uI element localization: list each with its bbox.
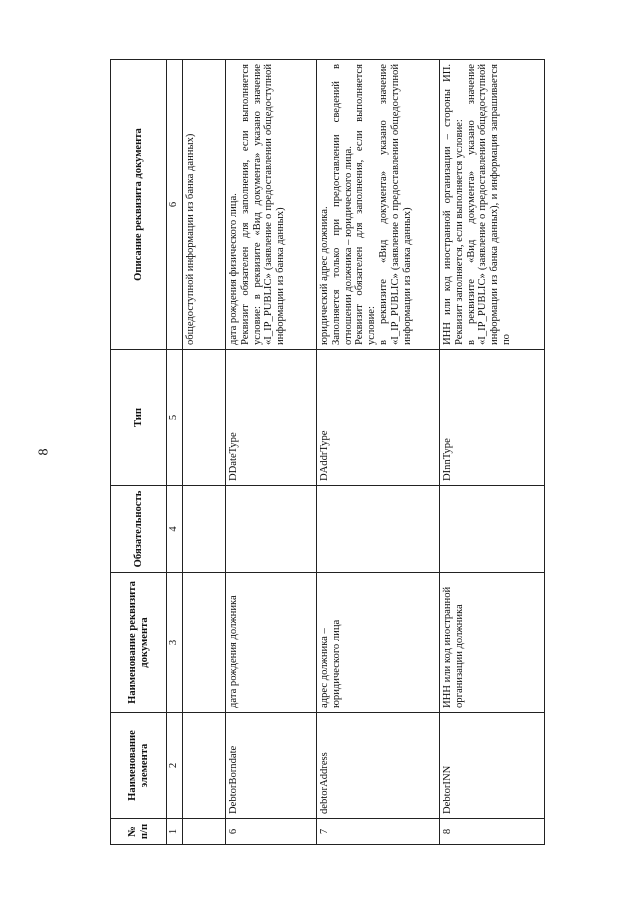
page-number: 8 [36,448,52,456]
cell-requisite: дата рождения должника [226,573,317,713]
requisites-table [110,59,545,845]
column-number: 4 [167,486,183,573]
cell-element: debtorAddress [317,713,440,819]
column-number-row [167,60,183,845]
table-header-row [111,60,167,845]
column-number: 2 [167,713,183,819]
table-row-continuation [183,60,226,845]
cell-requisite [183,573,226,713]
header-required: Обязательность [111,486,167,573]
cell-required [183,486,226,573]
column-number: 5 [167,350,183,486]
description-line: дата рождения физического лица. [228,193,239,345]
description-line: Заполняется только при предоставлении сведений в отношении должника – юридического лица. [330,64,354,345]
cell-type: DInnType [440,350,545,486]
column-number: 3 [167,573,183,713]
column-number: 6 [167,60,183,350]
description-line: юридический адрес должника. [319,206,330,345]
cell-description [226,60,317,350]
description-line: Реквизит обязателен для заполнения, если выполняется условие: в реквизите «Вид документа» указано значение «I_IP_PUBLIC» (заявление о предоставлении общедоступной информации из банка данных) [239,64,287,345]
column-number: 1 [167,819,183,845]
cell-type: DDateType [226,350,317,486]
cell-required [440,486,545,573]
cell-description [317,60,440,350]
description-line: в реквизите «Вид документа» указано значение «I_IP_PUBLIC» (заявление о предоставлении общедоступной информации из банка данных), и информация запрашивается по [465,64,512,345]
cell-description [183,60,226,350]
cell-element: DebtorBorndate [226,713,317,819]
cell-requisite: ИНН или код иностранной организации должника [440,573,545,713]
cell-required [317,486,440,573]
cell-required [226,486,317,573]
cell-num [183,819,226,845]
cell-type: DAddrType [317,350,440,486]
table-row [317,60,440,845]
header-type: Тип [111,350,167,486]
cell-description [440,60,545,350]
header-description: Описание реквизита документа [111,60,167,350]
cell-type [183,350,226,486]
description-line: Реквизит обязателен для заполнения, если выполняется условие: [354,64,378,345]
description-line: ИНН или код иностранной организации – стороны ИП. Реквизит заполняется, если выполняется условие: [442,64,465,345]
header-num: № п/п [111,819,167,845]
cell-num: 7 [317,819,440,845]
cell-num: 6 [226,819,317,845]
rotated-page-body [110,60,510,845]
header-requisite: Наименование реквизита документа [111,573,167,713]
cell-element [183,713,226,819]
description-line: общедоступной информации из банка данных) [185,133,196,345]
description-line: в реквизите «Вид документа» указано значение «I_IP_PUBLIC» (заявление о предоставлении общедоступной информации из банка данных) [377,64,413,345]
table-row [226,60,317,845]
cell-num: 8 [440,819,545,845]
header-element: Наименование элемента [111,713,167,819]
cell-element: DebtorINN [440,713,545,819]
table-row [440,60,545,845]
cell-requisite: адрес должника – юридического лица [317,573,440,713]
